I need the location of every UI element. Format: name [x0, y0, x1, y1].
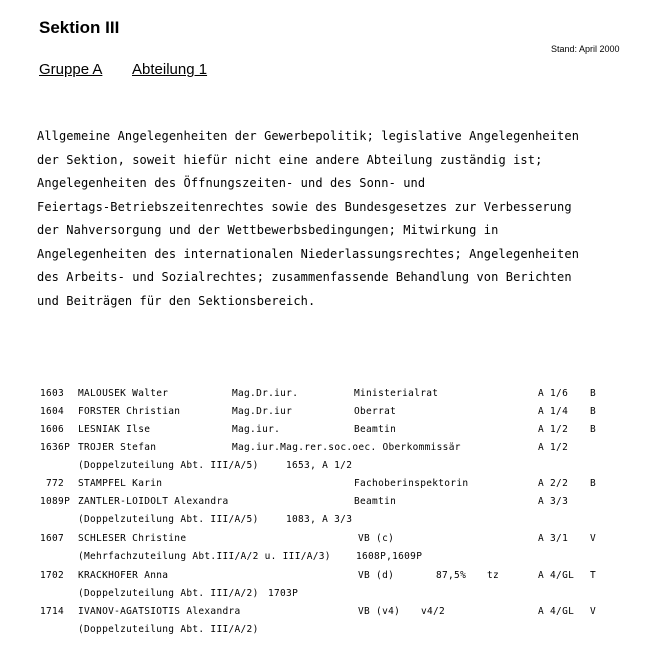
staff-note: (Doppelzuteilung Abt. III/A/2): [78, 588, 259, 599]
staff-nr: 1636P: [40, 442, 71, 453]
staff-note: (Doppelzuteilung Abt. III/A/5): [78, 460, 259, 471]
staff-grade: A 3/1: [538, 533, 569, 544]
description-line: Allgemeine Angelegenheiten der Gewerbepolitik; legislative Angelegenheiten: [37, 129, 580, 143]
staff-nr: 1607: [40, 533, 65, 544]
staff-code: B: [590, 406, 597, 417]
staff-nr: 1606: [40, 424, 65, 435]
description-line: der Nahversorgung und der Wettbewerbsbedingungen; Mitwirkung in: [37, 223, 499, 237]
staff-name: TROJER Stefan: [78, 442, 157, 453]
staff-tz: tz: [487, 570, 500, 581]
staff-title: Mag.iur.: [232, 424, 281, 435]
section-title: Sektion III: [39, 18, 120, 37]
staff-name: IVANOV-AGATSIOTIS Alexandra: [78, 606, 241, 617]
staff-nr: 1702: [40, 570, 65, 581]
staff-name: FORSTER Christian: [78, 406, 181, 417]
staff-position: Beamtin: [354, 496, 397, 507]
abteilung-heading: Abteilung 1: [132, 61, 208, 78]
staff-position: Beamtin: [354, 424, 397, 435]
staff-name: ZANTLER-LOIDOLT Alexandra: [78, 496, 229, 507]
description-line: Feiertags-Betriebszeitenrechtes sowie des Bundesgesetzes zur Verbesserung: [37, 199, 572, 214]
staff-grade: A 2/2: [538, 478, 569, 489]
staff-extra: 1653, A 1/2: [286, 460, 353, 471]
staff-title: Mag.Dr.iur.: [232, 388, 299, 399]
staff-note: (Doppelzuteilung Abt. III/A/2): [78, 624, 259, 635]
staff-nr: 1603: [40, 388, 65, 399]
staff-v: v4/2: [421, 606, 446, 617]
staff-name: STAMPFEL Karin: [78, 478, 163, 489]
staff-name: MALOUSEK Walter: [78, 388, 169, 399]
staff-code: T: [590, 570, 597, 581]
description-line: und Beiträgen für den Sektionsbereich.: [37, 293, 316, 308]
staff-name: KRACKHOFER Anna: [78, 570, 169, 581]
staff-extra: 1608P,1609P: [356, 551, 423, 562]
staff-code: V: [590, 533, 597, 544]
description-line: Angelegenheiten des internationalen Niederlassungsrechtes; Angelegenheiten: [37, 246, 580, 261]
staff-note: (Mehrfachzuteilung Abt.III/A/2 u. III/A/3): [78, 551, 331, 562]
staff-nr: 772: [46, 478, 65, 489]
staff-nr: 1714: [40, 606, 65, 617]
staff-position: VB (d): [358, 570, 395, 581]
staff-name: LESNIAK Ilse: [78, 424, 151, 435]
description-line: des Arbeits- und Sozialrechtes; zusammenfassende Behandlung von Berichten: [37, 270, 572, 284]
staff-code: B: [590, 478, 597, 489]
staff-extra: 1083, A 3/3: [286, 514, 353, 525]
staff-grade: A 3/3: [538, 496, 569, 507]
staff-grade: A 4/GL: [538, 570, 575, 581]
staff-note: (Doppelzuteilung Abt. III/A/5): [78, 514, 259, 525]
staff-nr: 1089P: [40, 496, 71, 507]
staff-percent: 87,5%: [436, 570, 467, 581]
staff-position: VB (v4): [358, 606, 401, 617]
staff-grade: A 1/6: [538, 388, 569, 399]
gruppe-heading: Gruppe A: [39, 61, 103, 78]
staff-position: Oberrat: [354, 406, 397, 417]
staff-title: Mag.Dr.iur: [232, 406, 293, 417]
staff-name: SCHLESER Christine: [78, 533, 187, 544]
staff-nr: 1604: [40, 406, 65, 417]
staff-grade: A 4/GL: [538, 606, 575, 617]
staff-grade: A 1/4: [538, 406, 569, 417]
staff-position: VB (c): [358, 533, 395, 544]
staff-position: Ministerialrat: [354, 388, 439, 399]
staff-code: B: [590, 424, 597, 435]
staff-code: V: [590, 606, 597, 617]
staff-extra: 1703P: [268, 588, 299, 599]
staff-grade: A 1/2: [538, 442, 569, 453]
stand-date: Stand: April 2000: [551, 44, 620, 54]
staff-title: Mag.iur.Mag.rer.soc.oec. Oberkommissär: [232, 442, 461, 453]
description-line: der Sektion, soweit hiefür nicht eine andere Abteilung zuständig ist;: [37, 152, 543, 167]
staff-code: B: [590, 388, 597, 399]
staff-position: Fachoberinspektorin: [354, 478, 469, 489]
description-line: Angelegenheiten des Öffnungszeiten- und des Sonn- und: [37, 176, 426, 190]
staff-grade: A 1/2: [538, 424, 569, 435]
